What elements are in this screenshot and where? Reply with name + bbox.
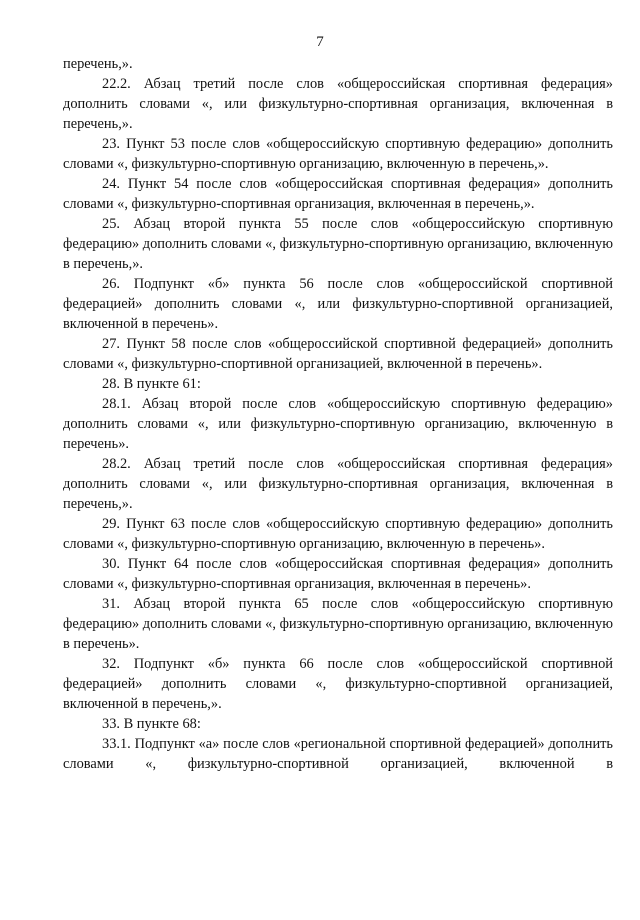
document-body (63, 54, 613, 774)
paragraph-33: 33. В пункте 68: (102, 716, 201, 732)
paragraph-28-2: 28.2. Абзац третий после слов «общероссийская спортивная федерация» дополнить словами «, или физкультурно-спортивная организация, включенная в перечень,». (63, 456, 613, 512)
paragraph-32: 32. Подпункт «б» пункта 66 после слов «общероссийской спортивной федерацией» дополнить словами «, физкультурно-спортивной организацией, включенной в перечень,». (63, 656, 613, 712)
paragraph-33-1: 33.1. Подпункт «а» после слов «региональной спортивной федерацией» дополнить словами «, физкультурно-спортивной организацией, включенной в (63, 736, 613, 772)
paragraph-22-2: 22.2. Абзац третий после слов «общероссийская спортивная федерация» дополнить словами «, или физкультурно-спортивная организация, включенная в перечень,». (63, 76, 613, 132)
paragraph-27: 27. Пункт 58 после слов «общероссийской спортивной федерацией» дополнить словами «, физкультурно-спортивной организацией, включенной в перечень». (63, 336, 613, 372)
paragraph-24: 24. Пункт 54 после слов «общероссийская спортивная федерация» дополнить словами «, физкультурно-спортивная организация, включенная в перечень,». (63, 176, 613, 212)
paragraph-31: 31. Абзац второй пункта 65 после слов «общероссийскую спортивную федерацию» дополнить словами «, физкультурно-спортивную организацию, включенную в перечень». (63, 596, 613, 652)
paragraph-23: 23. Пункт 53 после слов «общероссийскую спортивную федерацию» дополнить словами «, физкультурно-спортивную организацию, включенную в перечень,». (63, 136, 613, 172)
paragraph-29: 29. Пункт 63 после слов «общероссийскую спортивную федерацию» дополнить словами «, физкультурно-спортивную организацию, включенную в перечень». (63, 516, 613, 552)
paragraph-26: 26. Подпункт «б» пункта 56 после слов «общероссийской спортивной федерацией» дополнить словами «, или физкультурно-спортивной организацией, включенной в перечень». (63, 276, 613, 332)
paragraph-28: 28. В пункте 61: (102, 376, 201, 392)
paragraph-continuation: перечень,». (63, 56, 133, 72)
paragraph-28-1: 28.1. Абзац второй после слов «общероссийскую спортивную федерацию» дополнить словами «, или физкультурно-спортивную организацию, включенную в перечень». (63, 396, 613, 452)
paragraph-30: 30. Пункт 64 после слов «общероссийская спортивная федерация» дополнить словами «, физкультурно-спортивная организация, включенная в перечень». (63, 556, 613, 592)
paragraph-25: 25. Абзац второй пункта 55 после слов «общероссийскую спортивную федерацию» дополнить словами «, физкультурно-спортивную организацию, включенную в перечень,». (63, 216, 613, 272)
page-number: 7 (316, 34, 324, 50)
